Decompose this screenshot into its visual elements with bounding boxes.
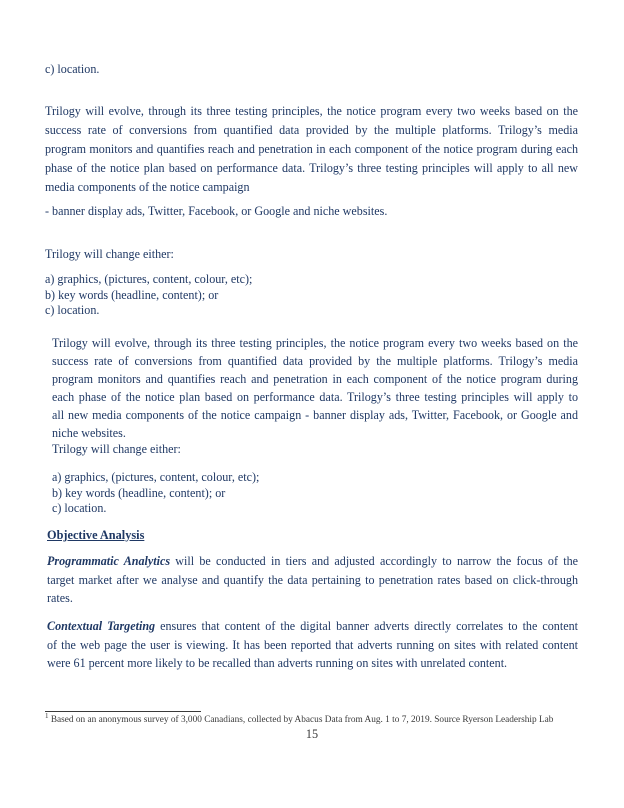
change-heading-2: Trilogy will change either: <box>52 442 181 456</box>
change-heading-1: Trilogy will change either: <box>45 247 174 261</box>
list-item-graphics: a) graphics, (pictures, content, colour, etc); <box>52 470 260 484</box>
paragraph-line <box>47 552 578 571</box>
change-list-2 <box>52 470 578 517</box>
paragraph-line-rest: will be conducted in tiers and adjusted accordingly to narrow the focus of the <box>170 554 579 568</box>
paragraph-line: program monitors and quantifies reach and penetration in each component of the notice program during <box>52 372 578 386</box>
lead-term-programmatic-analytics: Programmatic Analytics <box>47 554 171 568</box>
paragraph-contextual-targeting <box>47 617 578 673</box>
paragraph-trilogy-evolve-2 <box>52 334 578 442</box>
paragraph-line: success rate of conversions from quantified data provided by the multiple platforms. Trilogy’s media <box>45 123 578 137</box>
list-item-graphics: a) graphics, (pictures, content, colour, etc); <box>45 272 253 286</box>
footnote-text: Based on an anonymous survey of 3,000 Canadians, collected by Abacus Data from Aug. 1 to 7, 2019. Source Ryerson Leadership Lab <box>48 715 554 725</box>
paragraph-line: Trilogy will evolve, through its three testing principles, the notice program every two weeks based on the <box>52 336 578 350</box>
paragraph-line <box>47 617 578 636</box>
paragraph-line: all new media components of the notice campaign - banner display ads, Twitter, Facebook, or Google and <box>52 408 578 422</box>
paragraph-line: of the web page the user is viewing. It has been reported that adverts running on sites with related content <box>47 637 578 652</box>
list-item-location: c) location. <box>52 501 107 515</box>
paragraph-line: target market after we analyse and quantify the data pertaining to penetration rates based on click-through <box>47 572 578 587</box>
paragraph-line: rates. <box>47 591 73 605</box>
banner-media-line: - banner display ads, Twitter, Facebook, or Google and niche websites. <box>45 204 388 218</box>
footnote-marker: 1 <box>45 711 49 720</box>
change-list-1 <box>45 272 578 319</box>
paragraph-line: each phase of the notice plan based on performance data. Trilogy’s three testing principles will apply to <box>52 390 578 404</box>
section-heading-objective-analysis: Objective Analysis <box>47 528 145 542</box>
footnote-separator <box>45 711 201 712</box>
paragraph-line: niche websites. <box>52 426 126 440</box>
list-item-location-top: c) location. <box>45 62 100 76</box>
paragraph-line: phase of the notice plan based on performance data. Trilogy’s three testing principles will apply to all new <box>45 161 578 175</box>
paragraph-line-rest: ensures that content of the digital banner adverts directly correlates to the content <box>155 619 578 633</box>
paragraph-line: success rate of conversions from quantified data provided by the multiple platforms. Trilogy’s media <box>52 354 578 368</box>
page-number: 15 <box>305 727 319 741</box>
paragraph-line: were 61 percent more likely to be recalled than adverts running on sites with unrelated content. <box>47 656 508 670</box>
paragraph-line: program monitors and quantifies reach and penetration in each component of the notice program during each <box>45 142 578 156</box>
list-item-location: c) location. <box>45 303 100 317</box>
footnote <box>45 711 578 726</box>
paragraph-line: Trilogy will evolve, through its three testing principles, the notice program every two weeks based on the <box>45 104 578 118</box>
lead-term-contextual-targeting: Contextual Targeting <box>47 619 156 633</box>
list-item-keywords: b) key words (headline, content); or <box>45 287 219 302</box>
list-item-keywords: b) key words (headline, content); or <box>52 485 226 500</box>
paragraph-programmatic-analytics <box>47 552 578 608</box>
paragraph-line: media components of the notice campaign <box>45 180 250 194</box>
paragraph-trilogy-evolve-1 <box>45 102 578 197</box>
